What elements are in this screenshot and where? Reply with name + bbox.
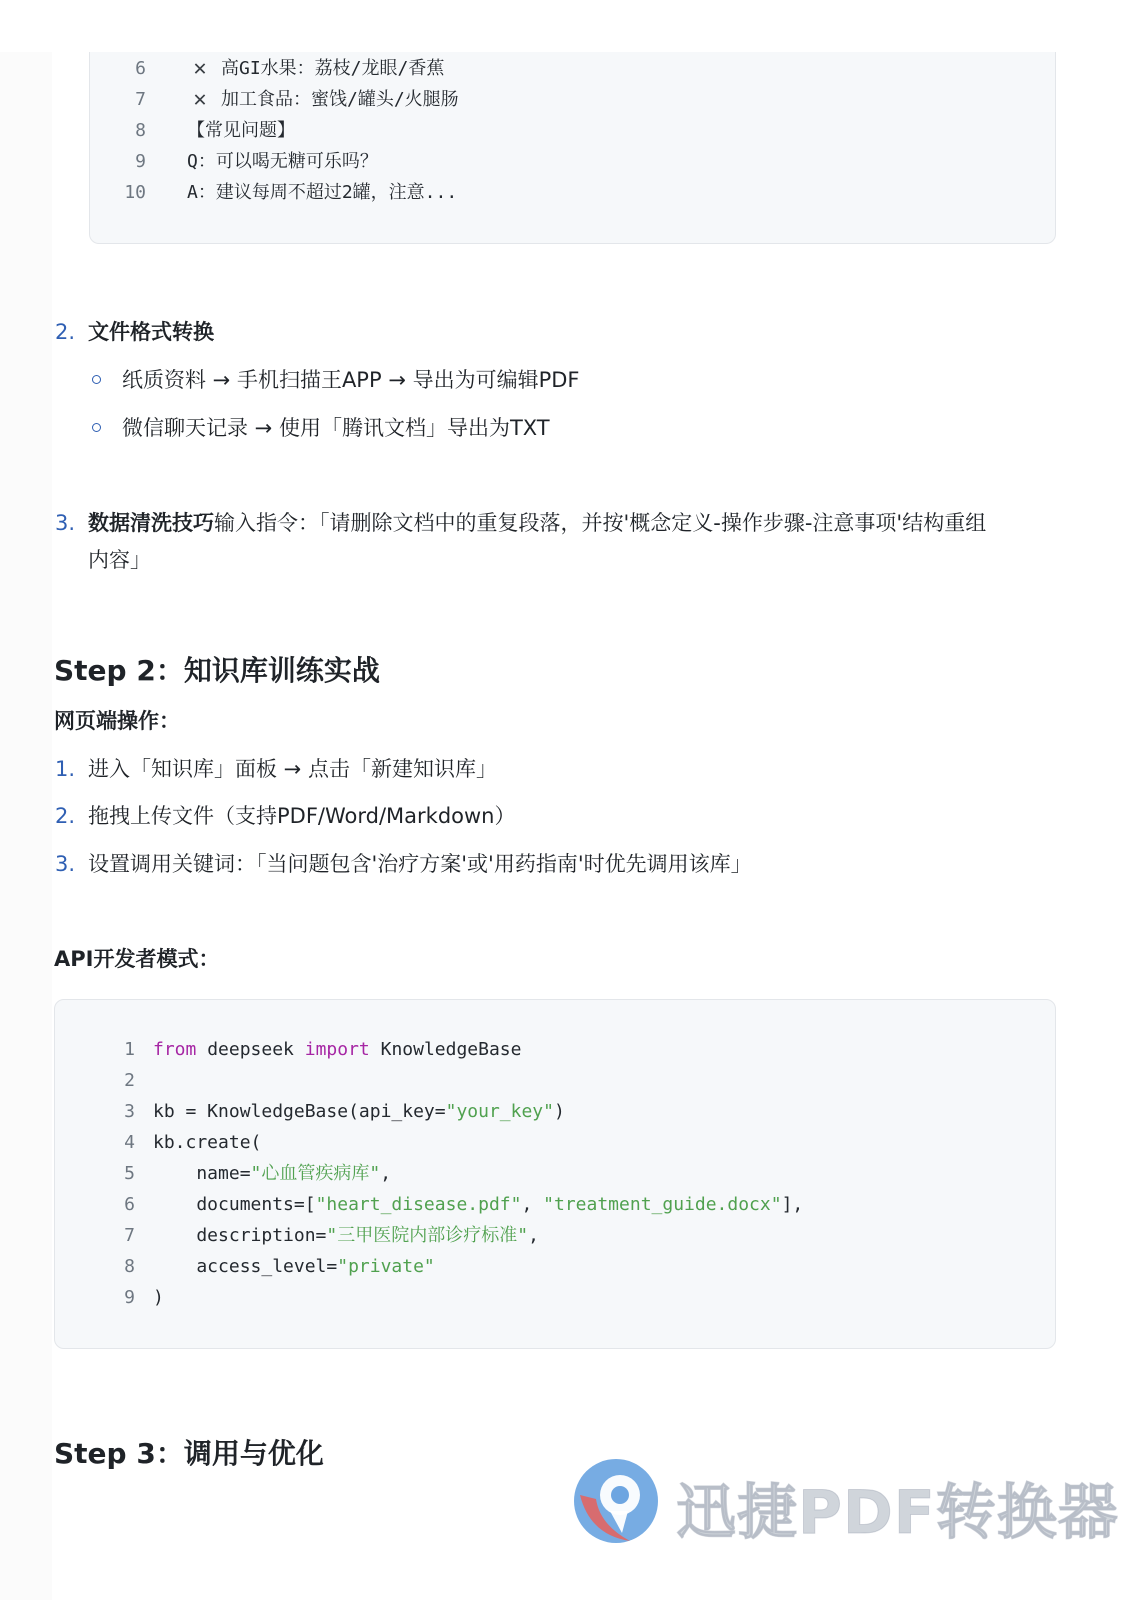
line-number: 8: [135, 120, 146, 141]
code-block-api: [54, 999, 1056, 1349]
xunjie-logo-icon: [570, 1455, 662, 1547]
code-string: "treatment_guide.docx": [543, 1194, 782, 1215]
code-line: [55, 1158, 1055, 1189]
bullet-marker: [92, 375, 101, 384]
code-line-text: 高GI水果：荔枝/龙眼/香蕉: [221, 58, 445, 79]
code-text: [153, 1189, 803, 1220]
web-step-2: 拖拽上传文件（支持PDF/Word/Markdown）: [88, 804, 516, 828]
code-string: "your_key": [445, 1101, 554, 1122]
list-number-3: 3.: [55, 511, 76, 535]
web-step-1: 进入「知识库」面板 → 点击「新建知识库」: [88, 757, 497, 781]
bullet-wechat-to-txt: 微信聊天记录 → 使用「腾讯文档」导出为TXT: [122, 416, 550, 440]
cross-mark-icon: ✕: [193, 87, 207, 112]
code-token: deepseek: [196, 1039, 305, 1060]
step3-heading: Step 3：调用与优化: [54, 1437, 324, 1470]
code-line: [55, 1034, 1055, 1065]
code-token: KnowledgeBase: [369, 1039, 522, 1060]
code-line: [55, 1282, 1055, 1313]
section-data-cleaning: [88, 508, 986, 538]
code-line: [55, 1189, 1055, 1220]
data-cleaning-instruction: 输入指令：「请删除文档中的重复段落，并按'概念定义-操作步骤-注意事项'结构重组: [214, 511, 987, 535]
code-text: [153, 1127, 261, 1158]
line-number: 8: [124, 1256, 135, 1277]
section-title-data-cleaning: 数据清洗技巧: [88, 511, 214, 535]
code-block-food-list: [89, 52, 1056, 244]
watermark-text: 迅捷PDF转换器: [676, 1478, 1119, 1548]
code-token: ,: [380, 1163, 392, 1184]
step2-heading: Step 2：知识库训练实战: [54, 654, 380, 687]
section-title-file-conversion: 文件格式转换: [88, 320, 214, 344]
code-text: [187, 53, 444, 84]
line-number: 6: [135, 58, 146, 79]
code-line: [55, 1096, 1055, 1127]
list-number-3: 3.: [55, 852, 76, 876]
watermark: [570, 1455, 1119, 1550]
line-number: 1: [124, 1039, 135, 1060]
web-operation-heading: 网页端操作：: [54, 709, 180, 733]
code-line: [55, 1220, 1055, 1251]
code-string: "private": [337, 1256, 435, 1277]
code-text: [153, 1034, 521, 1065]
code-text: [153, 1096, 565, 1127]
code-token: ): [553, 1101, 565, 1122]
code-token: name=: [153, 1163, 251, 1184]
code-text: [153, 1282, 164, 1313]
line-number: 9: [124, 1287, 135, 1308]
code-token: description=: [153, 1225, 327, 1246]
line-number: 5: [124, 1163, 135, 1184]
code-text: [187, 115, 295, 146]
code-string: "heart_disease.pdf": [315, 1194, 522, 1215]
bullet-paper-to-pdf: 纸质资料 → 手机扫描王APP → 导出为可编辑PDF: [122, 368, 580, 392]
list-number-1: 1.: [55, 757, 76, 781]
code-keyword: import: [304, 1039, 370, 1060]
code-token: ,: [521, 1194, 544, 1215]
code-line: [55, 1127, 1055, 1158]
line-number: 6: [124, 1194, 135, 1215]
code-string: "心血管疾病库": [250, 1163, 381, 1184]
code-line: [90, 177, 1055, 208]
data-cleaning-instruction-cont: 内容」: [88, 548, 151, 572]
code-token: ],: [781, 1194, 804, 1215]
line-number: 2: [124, 1070, 135, 1091]
code-text: [187, 146, 378, 177]
code-line-text: 【常见问题】: [187, 120, 295, 141]
line-number: 7: [135, 89, 146, 110]
code-text: [153, 1158, 391, 1189]
code-line: [90, 146, 1055, 177]
cross-mark-icon: ✕: [193, 56, 207, 81]
code-line: [90, 84, 1055, 115]
code-text: [187, 84, 459, 115]
code-line-text: A：建议每周不超过2罐，注意...: [187, 182, 458, 203]
list-number-2: 2.: [55, 320, 76, 344]
bullet-marker: [92, 423, 101, 432]
page-gutter: [0, 52, 52, 1600]
code-token: documents=[: [153, 1194, 316, 1215]
code-line: [55, 1251, 1055, 1282]
code-text: [153, 1251, 435, 1282]
code-token: ,: [528, 1225, 539, 1246]
list-number-2: 2.: [55, 804, 76, 828]
line-number: 7: [124, 1225, 135, 1246]
code-token: kb = KnowledgeBase(api_key=: [153, 1101, 446, 1122]
code-text: [153, 1220, 539, 1251]
code-line: [55, 1065, 1055, 1096]
code-text: [187, 177, 457, 208]
code-token: ): [153, 1287, 164, 1308]
code-keyword: from: [153, 1039, 197, 1060]
api-mode-heading: API开发者模式：: [54, 947, 220, 971]
line-number: 3: [124, 1101, 135, 1122]
code-line-text: Q：可以喝无糖可乐吗？: [187, 151, 378, 172]
code-token: kb.create(: [153, 1132, 262, 1153]
code-string: "三甲医院内部诊疗标准": [326, 1225, 529, 1246]
line-number: 9: [135, 151, 146, 172]
line-number: 10: [124, 182, 146, 203]
code-line-text: 加工食品：蜜饯/罐头/火腿肠: [221, 89, 459, 110]
code-line: [90, 53, 1055, 84]
code-line: [90, 115, 1055, 146]
line-number: 4: [124, 1132, 135, 1153]
web-step-3: 设置调用关键词：「当问题包含'治疗方案'或'用药指南'时优先调用该库」: [88, 852, 752, 876]
code-token: access_level=: [153, 1256, 338, 1277]
